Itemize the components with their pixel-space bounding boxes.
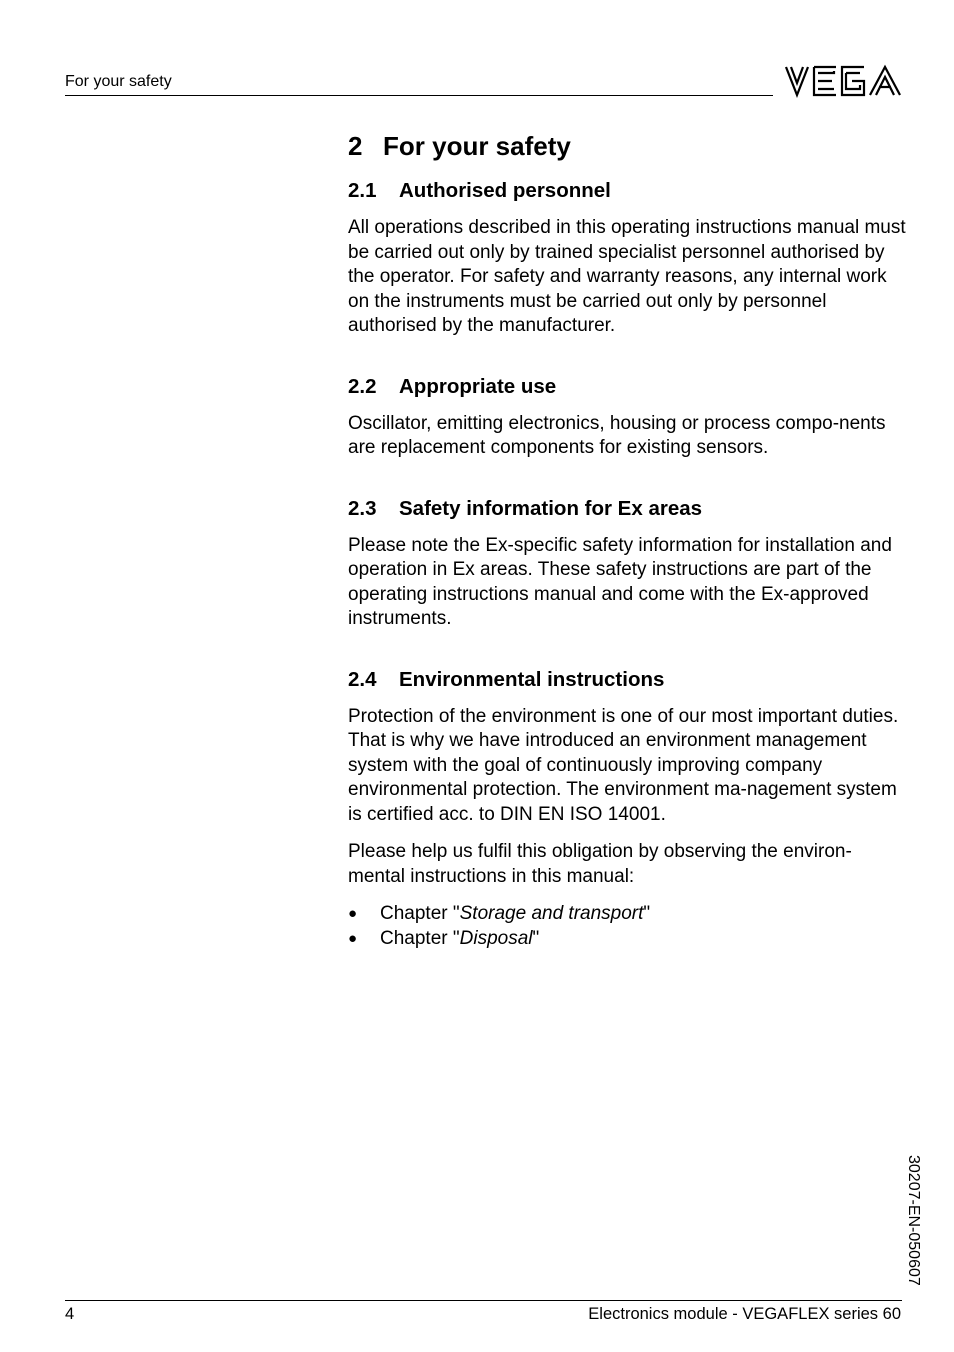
list-item [348, 902, 908, 927]
section-heading-text: Environmental instructions [399, 667, 665, 691]
section-heading-text: Authorised personnel [399, 179, 611, 202]
paragraph: Please help us fulfil this obligation by observing the environ-mental instructions in this manual: [348, 841, 852, 887]
section-environmental-instructions [348, 665, 908, 952]
section-number: 2.4 [348, 667, 377, 691]
vega-logo [784, 64, 902, 98]
running-header: For your safety [65, 73, 172, 90]
section-authorised-personnel [348, 176, 908, 339]
page-number: 4 [65, 1305, 75, 1323]
bullet-icon: ● [348, 929, 358, 947]
list-item-suffix: " [532, 927, 540, 949]
list-item-chapter-name: Storage and transport [459, 903, 644, 924]
chapter-title-text: For your safety [383, 131, 571, 161]
section-heading-text: Appropriate use [399, 374, 557, 398]
section-heading-text: Safety information for Ex areas [399, 496, 703, 520]
paragraph: Protection of the environment is one of our most important duties. That is why we have introduced an environment management system with the goal of continuously improving company environmental protection. The environment ma-nagement system is certified acc. to DIN EN ISO 14001. [348, 705, 899, 825]
header-divider [65, 95, 773, 96]
footer-divider [65, 1300, 902, 1301]
main-content [348, 128, 908, 951]
section-ex-areas [348, 494, 908, 632]
list-item-prefix: Chapter " [380, 903, 460, 924]
section-number: 2.3 [348, 496, 377, 520]
footer-title: Electronics module - VEGAFLEX series 60 [588, 1305, 901, 1323]
section-heading [348, 665, 908, 695]
chapter-number: 2 [348, 131, 363, 161]
paragraph: Oscillator, emitting electronics, housing or process compo-nents are replacement components for existing sensors. [348, 412, 886, 458]
section-heading [348, 372, 908, 402]
bullet-list [348, 902, 908, 951]
section-appropriate-use [348, 372, 908, 461]
document-code: 30207-EN-050607 [905, 1155, 922, 1286]
list-item-prefix: Chapter " [380, 927, 460, 949]
bullet-icon: ● [348, 905, 358, 922]
section-heading [348, 494, 908, 524]
section-heading [348, 176, 908, 206]
paragraph: All operations described in this operating instructions manual must be carried out only by trained specialist personnel authorised by the operator. For safety and warranty reasons, any internal work on the instruments must be carried out only by personnel authorised by the manufacturer. [348, 217, 906, 336]
paragraph: Please note the Ex-specific safety information for installation and operation in Ex areas. These safety instructions are part of the operating instructions manual and come with the Ex-approved instruments. [348, 534, 892, 629]
list-item-chapter-name: Disposal [459, 927, 533, 949]
chapter-title [348, 128, 908, 176]
list-item-suffix: " [643, 903, 651, 924]
section-number: 2.1 [348, 179, 377, 202]
list-item [348, 927, 908, 952]
section-number: 2.2 [348, 374, 377, 398]
